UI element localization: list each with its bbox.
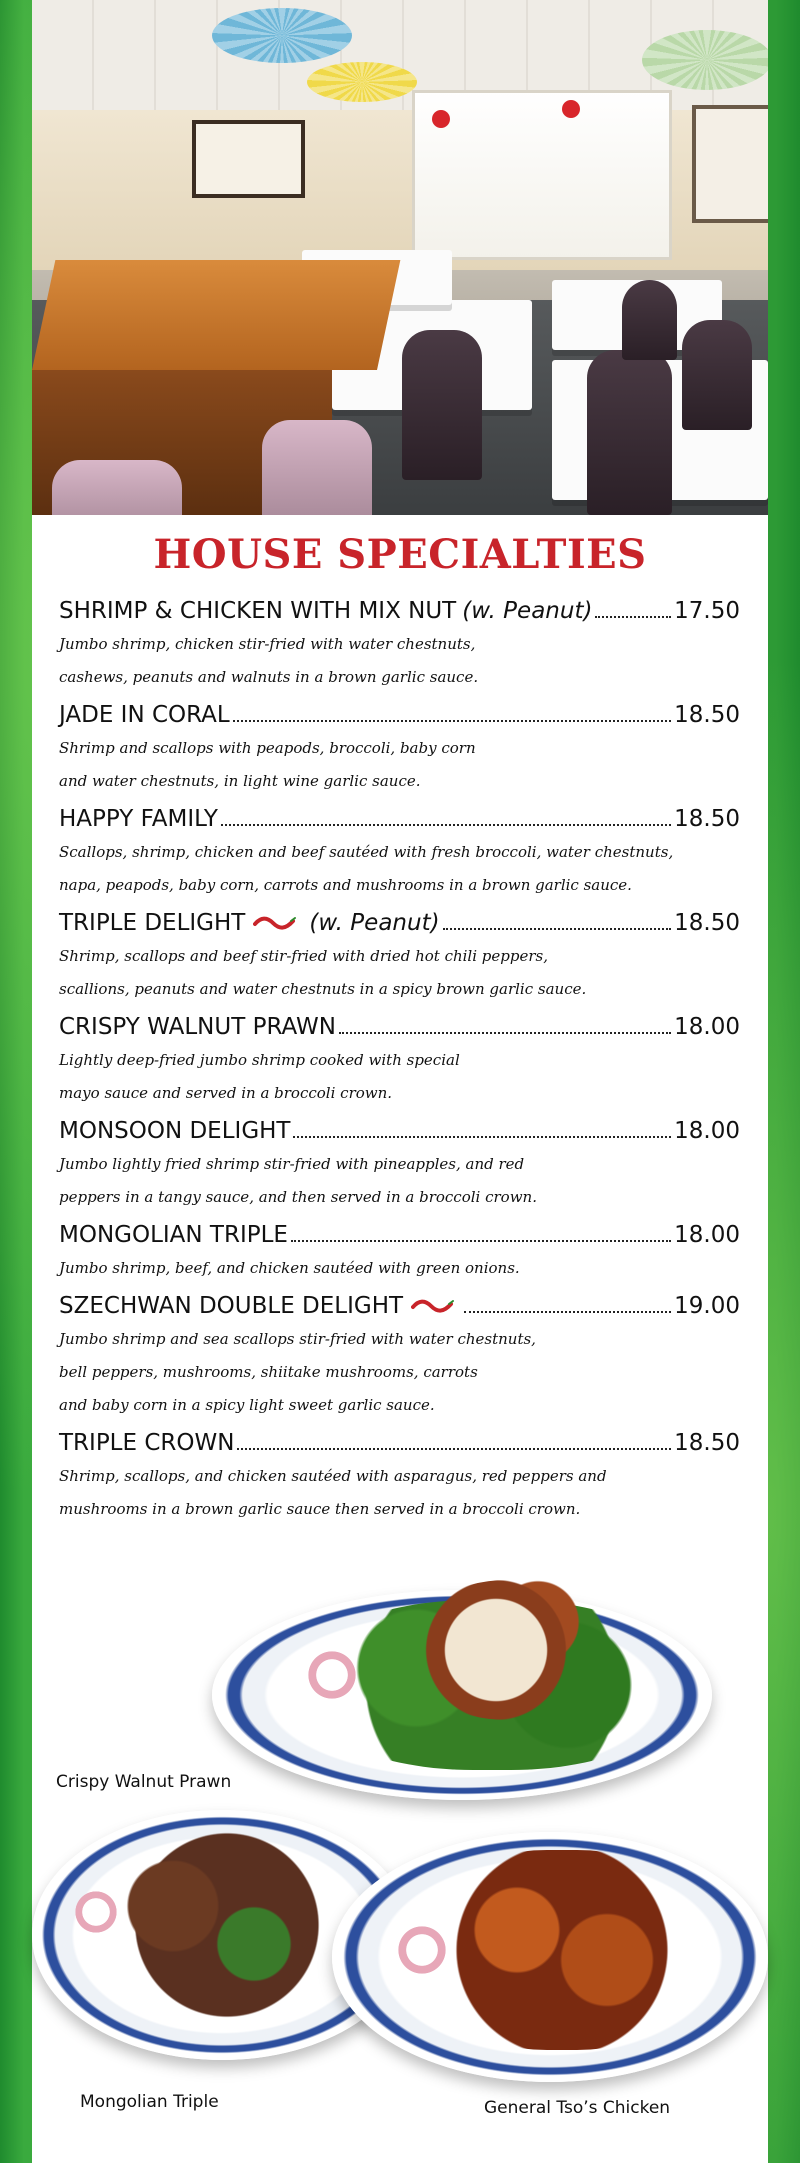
menu-item	[59, 594, 740, 698]
item-name: JADE IN CORAL	[59, 702, 230, 728]
chili-pepper-icon	[253, 915, 297, 931]
chili-pepper-icon	[411, 1298, 455, 1314]
menu-item	[59, 698, 740, 802]
wall-calligraphy	[192, 120, 305, 198]
item-price: 18.00	[674, 1118, 740, 1144]
radish-rose-icon	[302, 1650, 362, 1700]
description-line: Scallops, shrimp, chicken and beef sautéed with fresh broccoli, water chestnuts,	[59, 843, 674, 861]
item-name: MONSOON DELIGHT	[59, 1118, 291, 1144]
item-price: 18.50	[674, 806, 740, 832]
mongolian-triple-dish	[92, 1830, 362, 2020]
chair	[262, 420, 372, 515]
item-description	[59, 628, 740, 698]
menu-item	[59, 1010, 740, 1114]
paper-umbrella-icon	[642, 30, 768, 90]
dot-leader	[443, 928, 672, 930]
description-line: scallions, peanuts and water chestnuts in a spicy brown garlic sauce.	[59, 980, 587, 998]
item-name: SHRIMP & CHICKEN WITH MIX NUT	[59, 598, 457, 624]
description-line: mayo sauce and served in a broccoli crown.	[59, 1084, 393, 1102]
menu-panel	[32, 0, 768, 2163]
wall-flower-painting	[692, 105, 768, 223]
chair	[402, 330, 482, 480]
bar-counter	[32, 260, 400, 370]
menu-item	[59, 1289, 740, 1426]
restaurant-interior-photo	[32, 0, 768, 515]
item-name: TRIPLE DELIGHT	[59, 910, 246, 936]
item-price: 18.00	[674, 1014, 740, 1040]
description-line: cashews, peanuts and walnuts in a brown garlic sauce.	[59, 668, 479, 686]
item-name: HAPPY FAMILY	[59, 806, 218, 832]
caption-walnut: Crispy Walnut Prawn	[56, 1772, 232, 1792]
item-price: 18.50	[674, 1430, 740, 1456]
description-line: Shrimp, scallops, and chicken sautéed with asparagus, red peppers and	[59, 1467, 607, 1485]
item-note: (w. Peanut)	[309, 910, 440, 936]
item-description	[59, 940, 740, 1010]
paper-umbrella-icon	[212, 8, 352, 63]
item-price: 18.50	[674, 910, 740, 936]
menu-item	[59, 906, 740, 1010]
menu-item	[59, 1426, 740, 1530]
item-name: SZECHWAN DOUBLE DELIGHT	[59, 1293, 404, 1319]
walnut-prawns	[412, 1580, 622, 1720]
caption-mongolian: Mongolian Triple	[80, 2092, 219, 2112]
dot-leader	[233, 720, 671, 722]
page-title: HOUSE SPECIALTIES	[153, 531, 647, 578]
window	[412, 90, 672, 260]
menu-item	[59, 802, 740, 906]
item-description	[59, 1252, 740, 1289]
dot-leader	[291, 1240, 671, 1242]
menu-items	[59, 594, 740, 1530]
description-line: Lightly deep-fried jumbo shrimp cooked with special	[59, 1051, 460, 1069]
description-line: and baby corn in a spicy light sweet garlic sauce.	[59, 1396, 435, 1414]
item-description	[59, 1460, 740, 1530]
description-line: Shrimp, scallops and beef stir-fried with dried hot chili peppers,	[59, 947, 548, 965]
red-lantern-icon	[432, 110, 450, 128]
general-tso-chicken-dish	[412, 1850, 712, 2050]
item-description	[59, 732, 740, 802]
chair	[587, 350, 672, 515]
item-price: 17.50	[674, 598, 740, 624]
description-line: Jumbo lightly fried shrimp stir-fried with pineapples, and red	[59, 1155, 525, 1173]
item-price: 18.00	[674, 1222, 740, 1248]
dot-leader	[464, 1311, 671, 1313]
radish-rose-icon	[392, 1925, 452, 1975]
description-line: Jumbo shrimp and sea scallops stir-fried with water chestnuts,	[59, 1330, 536, 1348]
item-name: MONGOLIAN TRIPLE	[59, 1222, 288, 1248]
menu-item	[59, 1114, 740, 1218]
item-note: (w. Peanut)	[462, 598, 593, 624]
item-price: 18.50	[674, 702, 740, 728]
item-description	[59, 1148, 740, 1218]
radish-rose-icon	[70, 1890, 122, 1934]
chair	[622, 280, 677, 360]
chair	[682, 320, 752, 430]
dot-leader	[339, 1032, 671, 1034]
description-line: bell peppers, mushrooms, shiitake mushrooms, carrots	[59, 1363, 478, 1381]
description-line: napa, peapods, baby corn, carrots and mushrooms in a brown garlic sauce.	[59, 876, 632, 894]
dot-leader	[237, 1448, 671, 1450]
red-lantern-icon	[562, 100, 580, 118]
description-line: mushrooms in a brown garlic sauce then served in a broccoli crown.	[59, 1500, 581, 1518]
item-description	[59, 1323, 740, 1426]
chair	[52, 460, 182, 515]
description-line: peppers in a tangy sauce, and then served in a broccoli crown.	[59, 1188, 537, 1206]
item-description	[59, 1044, 740, 1114]
paper-umbrella-icon	[307, 62, 417, 102]
caption-general-tso: General Tso’s Chicken	[484, 2098, 671, 2118]
description-line: and water chestnuts, in light wine garlic sauce.	[59, 772, 421, 790]
item-price: 19.00	[674, 1293, 740, 1319]
description-line: Jumbo shrimp, beef, and chicken sautéed with green onions.	[59, 1259, 520, 1277]
item-name: CRISPY WALNUT PRAWN	[59, 1014, 336, 1040]
menu-item	[59, 1218, 740, 1289]
dot-leader	[221, 824, 671, 826]
dot-leader	[595, 616, 671, 618]
item-description	[59, 836, 740, 906]
item-name: TRIPLE CROWN	[59, 1430, 235, 1456]
description-line: Shrimp and scallops with peapods, broccoli, baby corn	[59, 739, 476, 757]
description-line: Jumbo shrimp, chicken stir-fried with water chestnuts,	[59, 635, 476, 653]
dot-leader	[293, 1136, 671, 1138]
